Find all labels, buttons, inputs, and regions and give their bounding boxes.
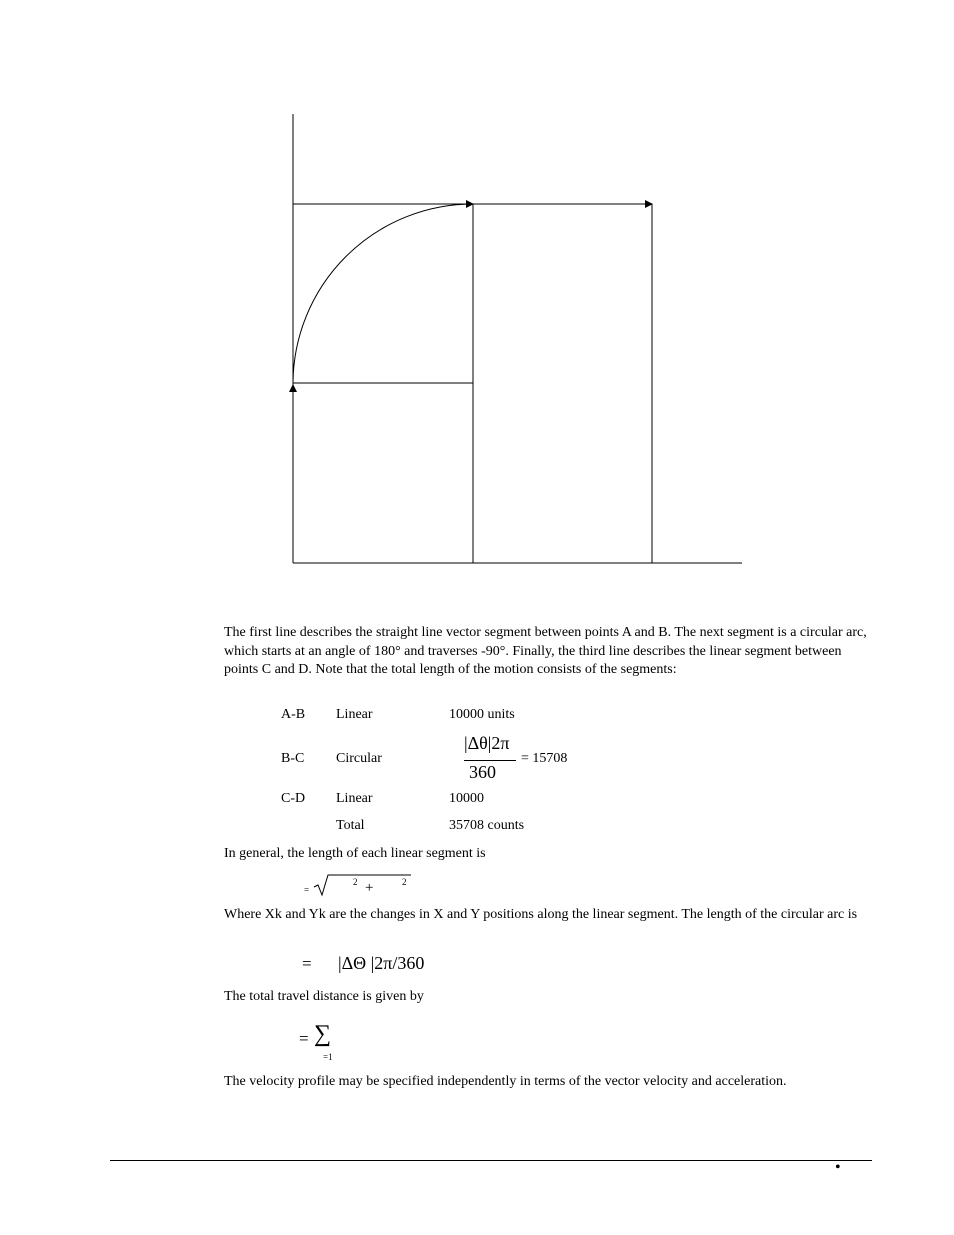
plus-sign: + — [365, 880, 374, 896]
segment-label: C-D — [281, 791, 306, 806]
equals-sign: = — [302, 954, 312, 973]
segment-value: 10000 — [449, 791, 484, 806]
segment-value: 35708 counts — [449, 818, 525, 833]
fraction-denominator: 360 — [469, 762, 496, 782]
segment-label: B-C — [281, 751, 305, 766]
equals-sign: = — [299, 1029, 309, 1048]
segment-type: Total — [336, 818, 365, 833]
paragraph-linear-length: In general, the length of each linear segment is — [224, 846, 486, 861]
footer-bullet: • — [835, 1159, 841, 1176]
paragraph-total-distance: The total travel distance is given by — [224, 989, 424, 1004]
segment-value: 10000 units — [449, 707, 515, 722]
sum-index: =1 — [323, 1052, 333, 1062]
footer-rule — [110, 1160, 872, 1161]
exponent: 2 — [353, 877, 358, 887]
paragraph-arc-length: Where Xk and Yk are the changes in X and Y positions along the linear segment. The length of the circular arc is — [224, 907, 858, 922]
sigma-icon: ∑ — [314, 1021, 332, 1047]
exponent: 2 — [402, 877, 407, 887]
segment-b-c-arc — [293, 204, 473, 383]
fraction-bar — [464, 760, 516, 761]
segment-value: = 15708 — [521, 751, 568, 766]
equals-sign: = — [304, 885, 310, 895]
segment-label: A-B — [281, 707, 306, 722]
paragraph-velocity-profile: The velocity profile may be specified independently in terms of the vector velocity and acceleration. — [224, 1074, 787, 1089]
segment-type: Linear — [336, 707, 373, 722]
sqrt-icon — [313, 873, 413, 897]
arc-length-expression: |ΔΘ |2π/360 — [338, 953, 425, 973]
segment-type: Circular — [336, 751, 382, 766]
motion-path-diagram — [0, 0, 954, 600]
paragraph-segments-intro: The first line describes the straight line vector segment between points A and B. The next segment is a circular arc, which starts at an angle of 180° and traverses -90°. Finally, the third line describes the linear segment between points C and D. Note that the total length of the motion consists of the segments: — [224, 625, 867, 677]
segment-type: Linear — [336, 791, 373, 806]
fraction-numerator: |Δθ|2π — [464, 733, 510, 753]
